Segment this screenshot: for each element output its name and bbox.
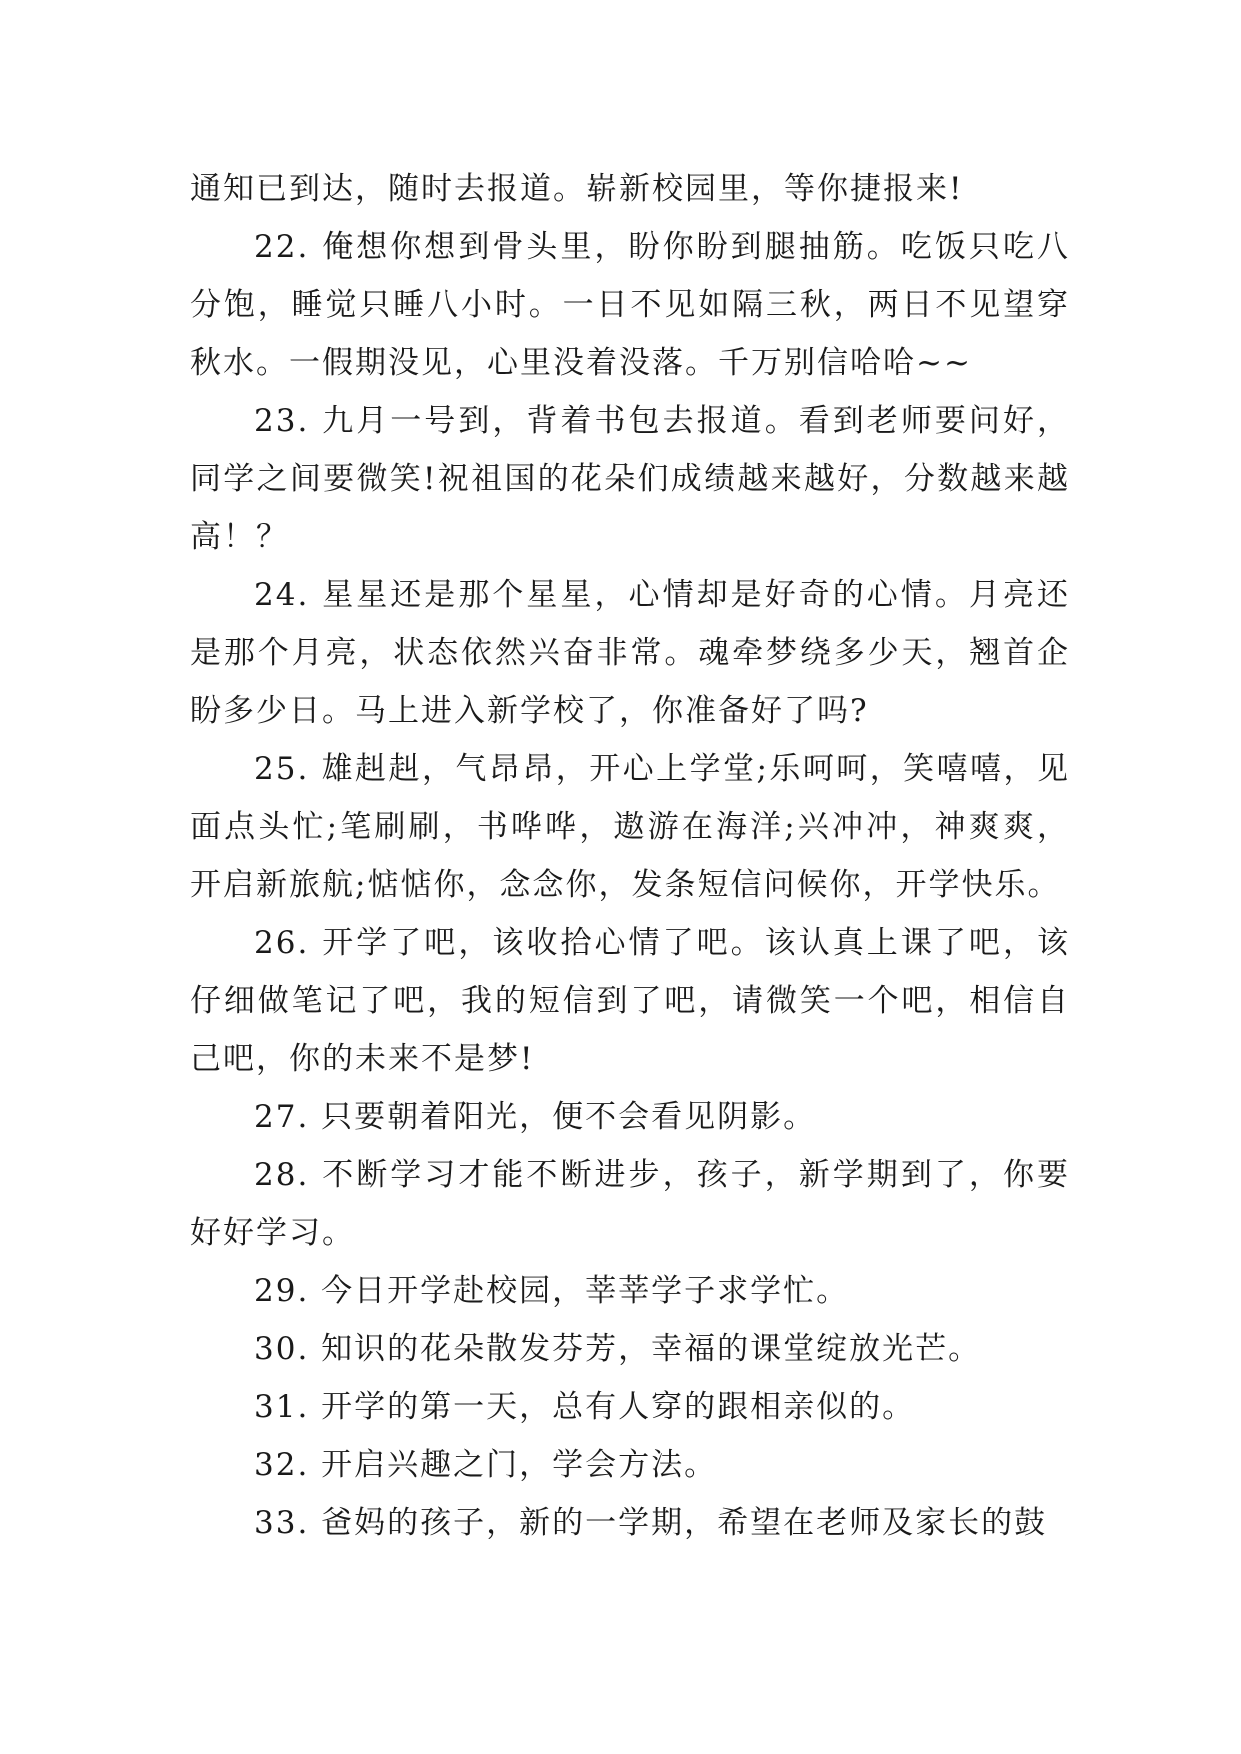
paragraph-24: 24. 星星还是那个星星，心情却是好奇的心情。月亮还是那个月亮，状态依然兴奋非常。魂牵梦绕多少天，翘首企盼多少日。马上进入新学校了，你准备好了吗? [190,577,1070,729]
paragraph-29: 29. 今日开学赴校园，莘莘学子求学忙。 [254,1273,850,1309]
paragraph-32: 32. 开启兴趣之门，学会方法。 [254,1447,718,1483]
paragraph-33: 33. 爸妈的孩子，新的一学期，希望在老师及家长的鼓 [254,1505,1048,1541]
paragraph-27: 27. 只要朝着阳光，便不会看见阴影。 [254,1099,817,1135]
paragraph-28: 28. 不断学习才能不断进步，孩子，新学期到了，你要好好学习。 [190,1157,1070,1251]
paragraph-26: 26. 开学了吧，该收拾心情了吧。该认真上课了吧，该仔细做笔记了吧，我的短信到了吧，请微笑一个吧，相信自己吧，你的未来不是梦! [190,925,1070,1077]
paragraph-continued: 通知已到达，随时去报道。崭新校园里，等你捷报来! [190,171,964,207]
paragraph-22: 22. 俺想你想到骨头里，盼你盼到腿抽筋。吃饭只吃八分饱，睡觉只睡八小时。一日不见如隔三秋，两日不见望穿秋水。一假期没见，心里没着没落。千万别信哈哈~~ [190,229,1070,381]
paragraph-31: 31. 开学的第一天，总有人穿的跟相亲似的。 [254,1389,916,1425]
paragraph-25: 25. 雄赳赳，气昂昂，开心上学堂;乐呵呵，笑嘻嘻，见面点头忙;笔刷刷，书哗哗，遨游在海洋;兴冲冲，神爽爽，开启新旅航;惦惦你，念念你，发条短信问候你，开学快乐。 [190,751,1070,903]
document-body [190,160,1070,1552]
paragraph-30: 30. 知识的花朵散发芬芳，幸福的课堂绽放光芒。 [254,1331,982,1367]
paragraph-23: 23. 九月一号到，背着书包去报道。看到老师要问好，同学之间要微笑!祝祖国的花朵们成绩越来越好，分数越来越高！？ [190,403,1070,555]
